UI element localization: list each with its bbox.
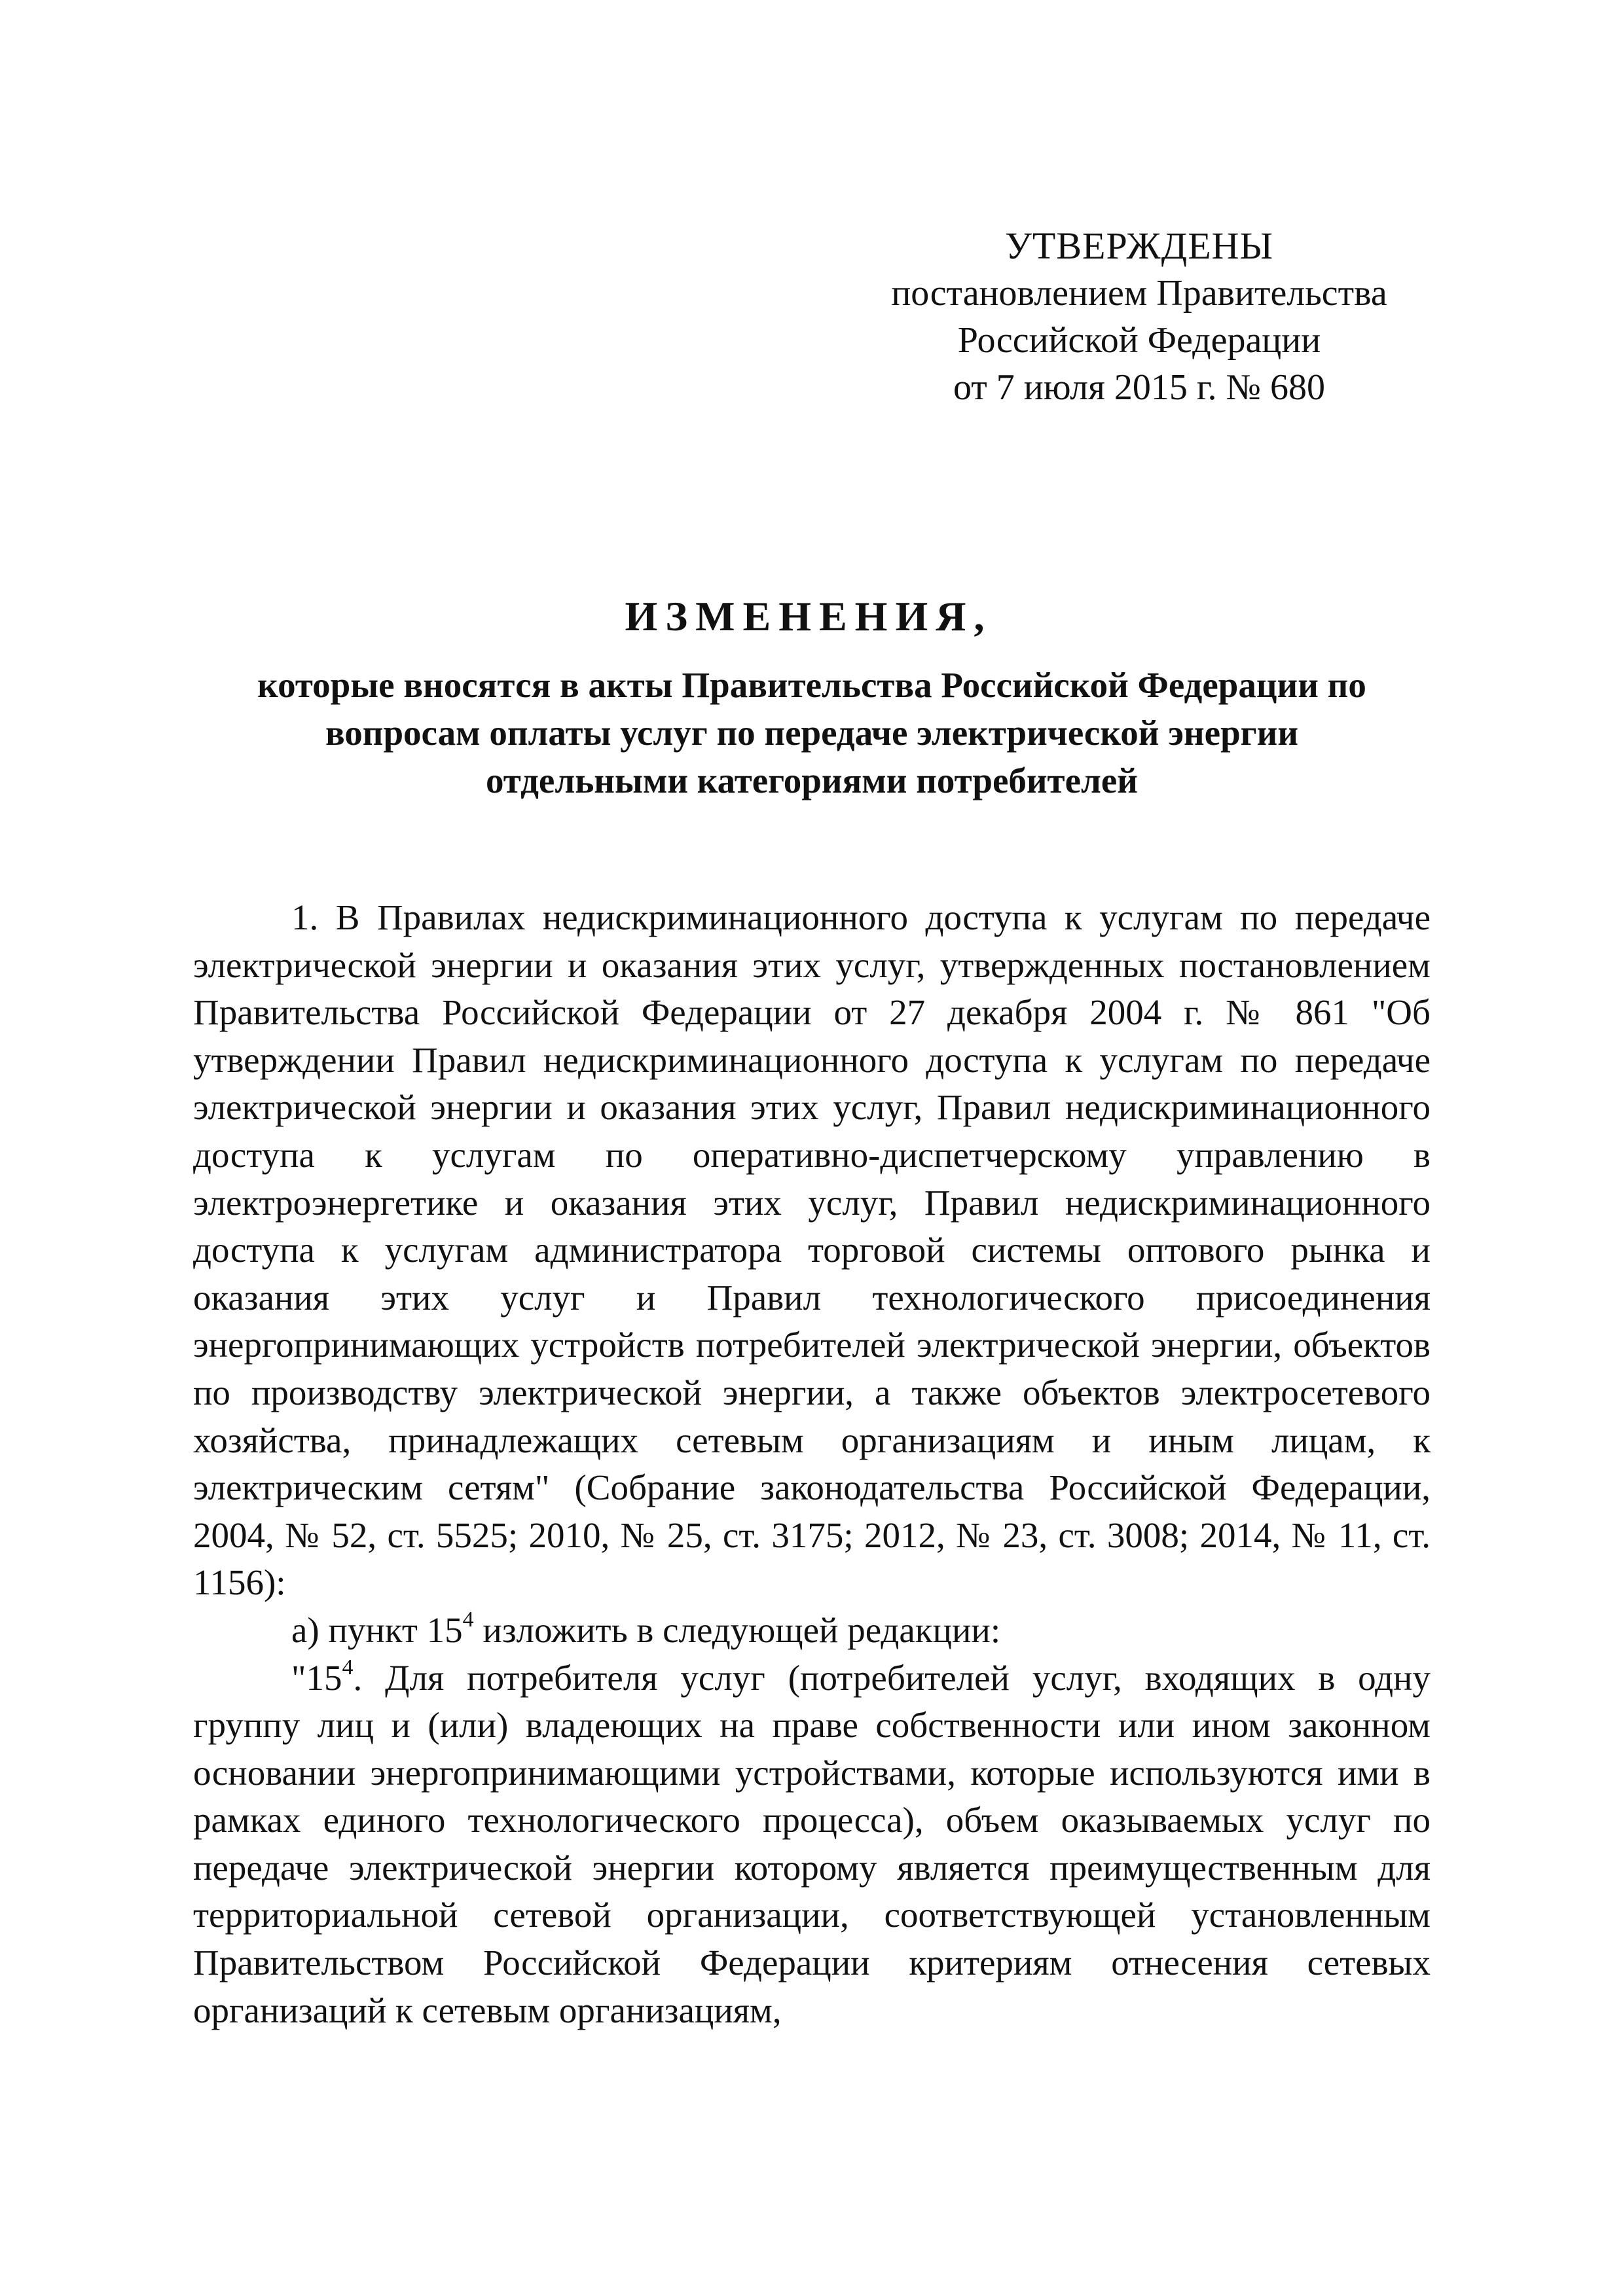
paragraph-3 xyxy=(193,1655,1431,2035)
document-title: ИЗМЕНЕНИЯ, xyxy=(625,593,993,639)
document-subtitle xyxy=(196,661,1427,804)
paragraph-3-start: "15 xyxy=(291,1657,342,1698)
approval-line-2: Российской Федерации xyxy=(957,320,1321,361)
paragraph-3-end: . Для потребителя услуг (потребителей услуг, входящих в одну группу лиц и (или) владеющих на праве собственности или ином законном основании энергопринимающими устройствами, которые используются ими в рамках единого технологического процесса), объем оказываемых услуг по передаче электрической энергии которому является преимущественным для территориальной сетевой организации, соответствующей установленным Правительством Российской Федерации критериям отнесения сетевых организаций к сетевым организациям, xyxy=(193,1657,1431,2030)
approval-line-1: постановлением Правительства xyxy=(891,273,1387,314)
superscript: 4 xyxy=(342,1655,354,1679)
approval-line-3: от 7 июля 2015 г. № 680 xyxy=(953,367,1325,408)
subtitle-line-2: вопросам оплаты услуг по передаче электрической энергии xyxy=(325,713,1299,753)
subtitle-line-3: отдельными категориями потребителей xyxy=(486,761,1138,800)
paragraph-2-end: изложить в следующей редакции: xyxy=(473,1609,1001,1650)
document-body xyxy=(193,894,1431,2034)
subtitle-line-1: которые вносятся в акты Правительства Российской Федерации по xyxy=(257,665,1366,705)
paragraph-2-start: а) пункт 15 xyxy=(291,1609,463,1650)
paragraph-1: 1. В Правилах недискриминационного доступа к услугам по передаче электрической энергии и оказания этих услуг, утвержденных постановлением Правительства Российской Федерации от 27 декабря 2004 г. № 861 "Об утверждении Правил недискриминационного доступа к услугам по передаче электрической энергии и оказания этих услуг, Правил недискриминационного доступа к услугам по оперативно-диспетчерскому управлению в электроэнергетике и оказания этих услуг, Правил недискриминационного доступа к услугам администратора торговой системы оптового рынка и оказания этих услуг и Правил технологического присоединения энергопринимающих устройств потребителей электрической энергии, объектов по производству электрической энергии, а также объектов электросетевого хозяйства, принадлежащих сетевым организациям и иным лицам, к электрическим сетям" (Собрание законодательства Российской Федерации, 2004, № 52, ст. 5525; 2010, № 25, ст. 3175; 2012, № 23, ст. 3008; 2014, № 11, ст. 1156): xyxy=(193,897,1431,1603)
approval-stamp xyxy=(877,223,1401,411)
approval-title: УТВЕРЖДЕНЫ xyxy=(1004,224,1274,267)
superscript: 4 xyxy=(462,1607,474,1632)
paragraph-2 xyxy=(193,1607,1431,1655)
